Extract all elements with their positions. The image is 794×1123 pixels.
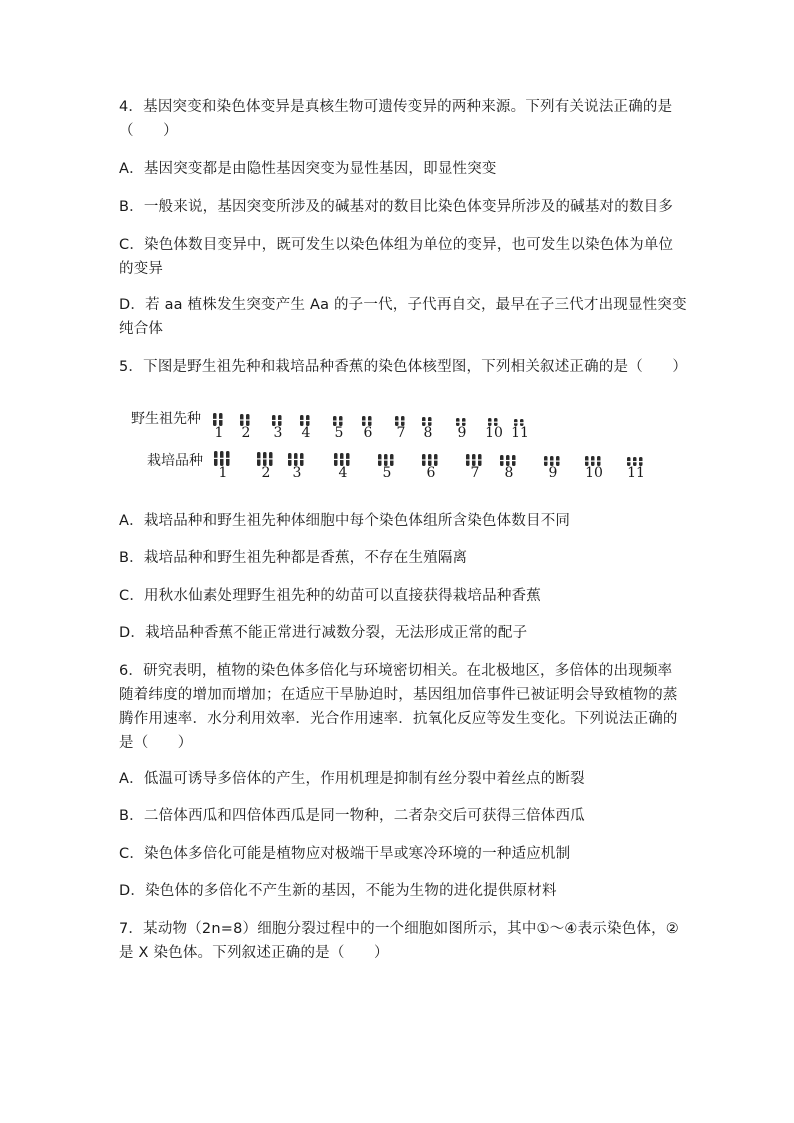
karyotype-row2-label: 栽培品种 [147,453,203,469]
karyotype-row1-number-8: 8 [423,425,433,441]
karyotype-row2-number-7: 7 [470,465,480,481]
q4-stem-line1: 4．基因突变和染色体变异是真核生物可遗传变异的两种来源。下列有关说法正确的是 [119,99,673,115]
karyotype-row2-number-6: 6 [426,465,436,481]
q4-option-c-line1: C．染色体数目变异中，既可发生以染色体组为单位的变异，也可发生以染色体为单位 [119,237,674,253]
q6-option-d: D．染色体的多倍化不产生新的基因，不能为生物的进化提供原材料 [119,883,557,899]
karyotype-row1-number-1: 1 [214,425,224,441]
q4-option-b: B．一般来说，基因突变所涉及的碱基对的数目比染色体变异所涉及的碱基对的数目多 [119,199,674,215]
karyotype-row1-number-2: 2 [241,425,251,441]
karyotype-row2-number-8: 8 [504,465,514,481]
q4-stem-line2: （ ） [119,123,178,139]
q5-option-b: B．栽培品种和野生祖先种都是香蕉，不存在生殖隔离 [119,550,468,566]
karyotype-row1-number-7: 7 [396,425,406,441]
q5-option-d: D．栽培品种香蕉不能正常进行减数分裂，无法形成正常的配子 [119,625,528,641]
karyotype-row2-number-11: 11 [627,465,645,481]
karyotype-figure [131,405,671,485]
q6-option-b: B．二倍体西瓜和四倍体西瓜是同一物种，二者杂交后可获得三倍体西瓜 [119,808,585,824]
karyotype-row1-number-4: 4 [301,425,311,441]
q5-option-a: A．栽培品种和野生祖先种体细胞中每个染色体组所含染色体数目不同 [119,513,571,529]
karyotype-row2-number-9: 9 [548,465,558,481]
karyotype-row2-number-2: 2 [261,465,271,481]
karyotype-row1-label: 野生祖先种 [131,411,201,427]
karyotype-row1-number-10: 10 [485,425,503,441]
karyotype-row2-number-5: 5 [382,465,392,481]
q4-option-d-line2: 纯合体 [119,321,164,337]
karyotype-row1-number-3: 3 [273,425,283,441]
q6-stem-line2: 随着纬度的增加而增加；在适应干旱胁迫时，基因组加倍事件已被证明会导致植物的蒸 [119,687,678,703]
karyotype-row2-number-1: 1 [218,465,228,481]
q7-stem-line2: 是 X 染色体。下列叙述正确的是（ ） [119,945,389,961]
q6-stem-line3: 腾作用速率．水分利用效率．光合作用速率．抗氧化反应等发生变化。下列说法正确的 [119,711,678,727]
q5-stem: 5．下图是野生祖先种和栽培品种香蕉的染色体核型图，下列相关叙述正确的是（ ） [119,359,688,375]
q6-option-c: C．染色体多倍化可能是植物应对极端干旱或寒冷环境的一种适应机制 [119,846,571,862]
q4-option-a: A．基因突变都是由隐性基因突变为显性基因，即显性突变 [119,161,497,177]
q4-option-d-line1: D．若 aa 植株发生突变产生 Aa 的子一代，子代再自交，最早在子三代才出现显性突变 [119,297,687,313]
q4-option-c-line2: 的变异 [119,261,164,277]
q5-option-c: C．用秋水仙素处理野生祖先种的幼苗可以直接获得栽培品种香蕉 [119,588,541,604]
karyotype-row1-number-5: 5 [334,425,344,441]
q6-stem-line4: 是（ ） [119,735,193,751]
q7-stem-line1: 7．某动物（2n=8）细胞分裂过程中的一个细胞如图所示，其中①～④表示染色体，② [119,921,680,937]
karyotype-row1-number-11: 11 [511,425,529,441]
karyotype-row2-number-3: 3 [292,465,302,481]
q6-option-a: A．低温可诱导多倍体的产生，作用机理是抑制有丝分裂中着丝点的断裂 [119,771,585,787]
karyotype-row1-number-6: 6 [363,425,373,441]
karyotype-row2-number-10: 10 [585,465,603,481]
q6-stem-line1: 6．研究表明，植物的染色体多倍化与环境密切相关。在北极地区，多倍体的出现频率 [119,663,673,679]
karyotype-row1-number-9: 9 [457,425,467,441]
karyotype-row2-number-4: 4 [338,465,348,481]
